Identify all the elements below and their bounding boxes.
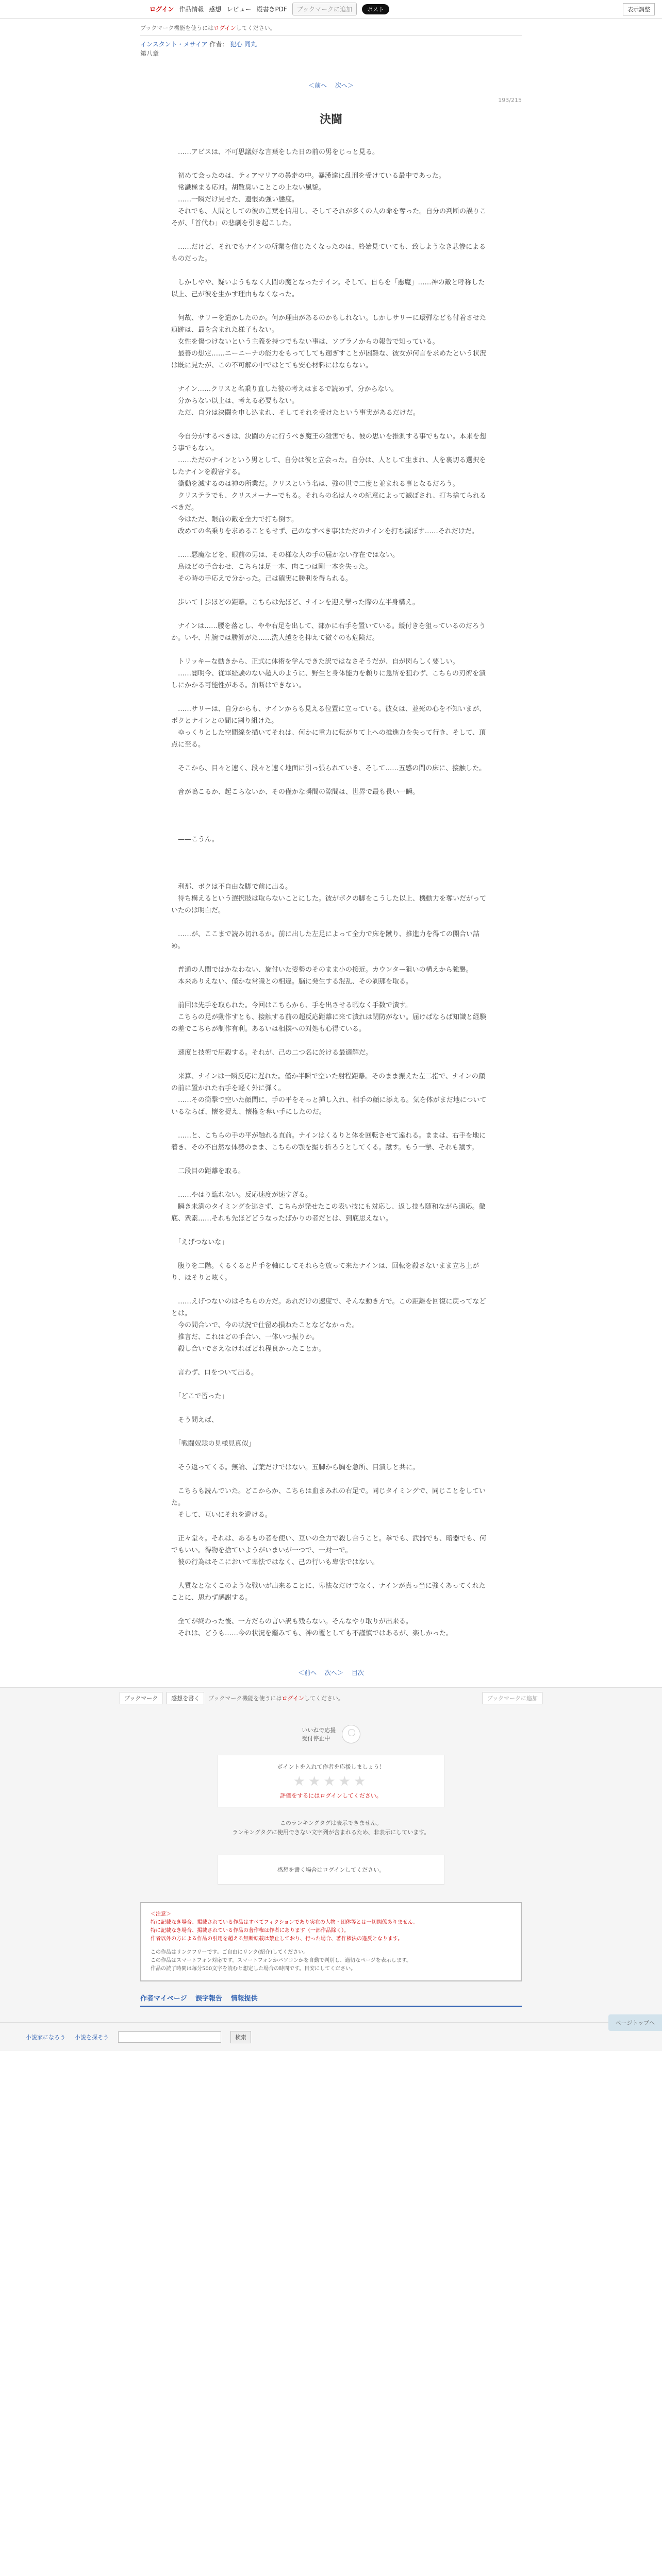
body-paragraph: ……と、こちらの手の平が触れる直前。ナインはくるりと体を回転させて遠れる。ままは、右手を地に着き、その不自然な体勢のまま、こちらの顎を撮り折ろうとしてくる。蹴す。もう一撃、それも蹴す。	[171, 1132, 486, 1151]
body-paragraph	[171, 1355, 491, 1367]
body-paragraph	[171, 1248, 491, 1260]
body-paragraph: ……サリーは、自分からも、ナインからも見える位置に立っている。彼女は、並死の心を不知いまが、ポクとナインとの間に割り組けた。	[171, 705, 486, 725]
body-paragraph: しかしやや、疑いようもなく人間の魔となったナイン。そして、自らを「悪魔」……神の敵と呼称した以上、己が彼を生かす理由もなくなった。	[171, 279, 485, 298]
body-paragraph: 今の間合いで、今の状況で仕留め損ねたことなどなかった。	[171, 1321, 359, 1329]
body-paragraph: 推言だ、これはどの手合い、一体いつ振りか。	[171, 1333, 319, 1341]
body-paragraph: 待ち構えるという選択肢は取らないことにした。彼がボクの脚をこうした以上、機動力を奪いだがっていたのは明白だ。	[171, 895, 487, 914]
series-link[interactable]: インスタント・メサイア	[140, 41, 208, 48]
pager-top	[0, 81, 662, 90]
nav-item-work-info[interactable]: 作品情報	[179, 6, 204, 13]
like-block	[120, 1725, 542, 1743]
rating-stars-icon[interactable]: ★★★★★	[293, 1774, 369, 1789]
search-button[interactable]: 検索	[230, 2031, 251, 2043]
body-paragraph	[171, 585, 491, 597]
body-paragraph: 全てが終わった後、一方だらの言い訳も残らない。そんなやり取りが出来る。	[171, 1618, 412, 1625]
body-paragraph: 衝動を滅するのは神の所業だ。クリスという名は、強の世で二度と並まれる事となるだろう。	[171, 480, 459, 488]
body-paragraph: ……悪魔などを、眼前の男は、その様な人の手の届かない存在ではない。	[171, 551, 400, 559]
body-paragraph: 正々堂々。それは、あるもの者を使い、互いの全力で殺し合うこと。拳でも、武器でも、暗器でも、何でもいい。得物を捨ていようがいまいが一つで、一対一で。	[171, 1535, 487, 1554]
body-paragraph: ……闇明今、従軍経験のない超人のように、野生と身体能力を頼りに急所を狙わず、こちらの刃術を潰しにかかる可能性がある。油断はできない。	[171, 670, 486, 689]
body-paragraph: 利那、ボクは不自由な脚で前に出る。	[171, 883, 292, 891]
notice-login-link[interactable]: ログイン	[213, 25, 236, 31]
chapter-label: 第八章	[140, 50, 159, 57]
like-title: いいねで応援	[302, 1727, 336, 1734]
body-paragraph: 何故、サリーを遣かしたのか。何か理由があるのかもしれない。しかしサリーに環弾なども付着させた痕跡は、最を含まれた様子もない。	[171, 314, 487, 334]
novel-body	[171, 146, 491, 1639]
body-paragraph: ……が、ここまで読み切れるか。前に出した左足によって全力で床を蹴り、推進力を得ての開合い詰め。	[171, 930, 480, 950]
body-paragraph	[171, 1521, 491, 1533]
body-paragraph	[171, 917, 491, 928]
body-paragraph: 初めて会ったのは、ティアマリアの暴走の中。暴漢達に乱刑を受けている最中であった。	[171, 172, 445, 180]
body-paragraph	[171, 810, 491, 822]
body-paragraph: こちらの足が動作すとも、接触する前の超反応距離に来て潰れは閉防がない。届けばならば知識と経験の差でこちらが制作有利。あるいは相撲への対処も心得ている。	[171, 1013, 487, 1033]
rating-title: ポイントを入れて作者を応援しましょう！	[277, 1764, 385, 1770]
bookmark-note-suffix: してください。	[304, 1695, 344, 1702]
body-paragraph: 改めての名乗りを求めることもせず、己のなすべき事はただのナインを打ち滅ぼす……それだけだ。	[171, 528, 478, 535]
body-paragraph: それは、どうも……今の状況を鑑みても、神の覆としても不謹慎ではあるが、楽しかった。	[171, 1630, 453, 1637]
body-paragraph	[171, 1059, 491, 1071]
body-paragraph	[171, 1225, 491, 1236]
body-paragraph: その時の手応えで分かった。己は確実に勝利を得られる。	[171, 575, 353, 583]
impression-tab[interactable]: 感想を書く	[167, 1692, 204, 1704]
body-paragraph	[171, 988, 491, 999]
chapter-number: 193/215	[498, 97, 522, 104]
bookmark-note-mid: ブックマーク機能を使うには	[208, 1695, 282, 1702]
body-paragraph: 歩いて十歩ほどの距離。こちらは先ほど、ナインを迎え撃った際の左半身構え。	[171, 599, 419, 606]
author-label: 作者：	[209, 41, 228, 48]
body-paragraph	[171, 1426, 491, 1438]
site-home-link[interactable]: 小説家になろう	[26, 2033, 65, 2041]
bookmark-login-link[interactable]: ログイン	[282, 1695, 304, 1702]
body-paragraph: クリステラでも、クリスメーナーでもる。それらの名は人々の紀意によって滅ぼされ、打ち捨てられるべきだ。	[171, 492, 487, 512]
site-footer	[0, 2022, 662, 2051]
body-paragraph: 今自分がするべきは、決闘の方に行うべき魔王の殺害でも、彼の思いを推測する事でもない。本来を想う事でもない。	[171, 433, 487, 452]
body-paragraph	[171, 644, 491, 656]
prev-link[interactable]: ＜前へ	[308, 82, 327, 89]
body-paragraph: 前回は先手を取られた。今回はこちらから、手を出させる暇なく手数で潰す。	[171, 1002, 412, 1009]
body-paragraph	[171, 1568, 491, 1580]
like-label	[302, 1726, 336, 1742]
body-paragraph: 彼の行為はそこにおいて卑怯ではなく、己の行いも卑怯ではない。	[171, 1558, 379, 1566]
body-paragraph	[171, 1154, 491, 1165]
caution-gray-1: この作品はリンクフリーです。ご自由にリンク(紹介)してください。	[151, 1950, 309, 1955]
body-paragraph	[171, 857, 491, 869]
caution-gray	[151, 1948, 511, 1973]
body-paragraph	[171, 300, 491, 312]
body-paragraph	[171, 419, 491, 431]
notice-suffix: してください。	[236, 25, 276, 31]
body-paragraph: 殺し合いでさえなければどれ程良かったことか。	[171, 1345, 326, 1353]
body-paragraph: 分からない以上は、考える必要もない。	[171, 397, 299, 405]
body-paragraph	[171, 869, 491, 881]
body-paragraph	[171, 229, 491, 241]
ranking-note-1: このランキングタグは表示できません。	[279, 1820, 383, 1826]
next-link[interactable]: 次へ＞	[335, 82, 354, 89]
bookmark-note	[208, 1694, 344, 1702]
search-input[interactable]	[118, 2031, 221, 2043]
bookmark-notice	[140, 24, 522, 36]
body-paragraph	[171, 822, 491, 834]
like-status: 受付停止中	[302, 1735, 330, 1742]
novel-meta	[140, 40, 522, 58]
body-paragraph	[171, 845, 491, 857]
body-paragraph: ……一瞬だけ見せた、遺恨ぬ強い態度。	[171, 196, 299, 204]
nav-item-pdf[interactable]: 縦書きPDF	[256, 6, 287, 13]
body-paragraph: 普通の人間ではかなわない、旋付いた姿勢のそのまま小の接近。カウンター狙いの構えから強襲。	[171, 966, 473, 974]
body-paragraph: ……その衝撃で空いた顔間に、手の平をそっと挿し入れ、相手の顔に添える。気を体がまだ地についているならば、懐を捉え、懐権を奪い手にしたのだ。	[171, 1096, 487, 1116]
body-paragraph	[171, 1177, 491, 1189]
extra-link[interactable]: 同丸	[244, 41, 257, 48]
caution-red-2: 特に記載なき場合、掲載されている作品の著作権は作者にあります（一部作品除く）。	[151, 1928, 349, 1934]
body-paragraph: 言わず、口をついて出る。	[171, 1369, 258, 1377]
body-paragraph	[171, 265, 491, 277]
caution-red-3: 作者以外の方による作品の引用を超える無断転載は禁止しており、行った場合、著作権法の違反となります。	[151, 1936, 403, 1942]
body-paragraph	[171, 1473, 491, 1485]
footer-zone	[0, 1687, 662, 2022]
body-paragraph: 常識極まる応対。胡散臭いことこの上ない風貌。	[171, 184, 326, 192]
body-paragraph: ゆっくりとした空間線を描いてそれは、何かに重力に転がりて上への推進力を失って行き、そして、頂点に至る。	[171, 729, 486, 749]
body-paragraph: トリッキーな動きから、正式に体術を学んできた訳ではなさそうだが、自が閃らしく要しい。	[171, 658, 459, 666]
caution-gray-2: この作品はスマートフォン対応です。スマートフォンかパソコンかを自動で判別し、適切なページを表示します。	[151, 1958, 411, 1963]
typo-report-link[interactable]: 誤字報告	[195, 1995, 223, 2003]
body-paragraph: 今はただ、眼前の敵を全力で打ち倒す。	[171, 516, 298, 523]
display-settings-button[interactable]: 表示調整	[623, 3, 655, 15]
body-paragraph	[171, 1035, 491, 1047]
body-paragraph: そう返ってくる。無論、言葉だけではない。五脚から胸を急所、目潰しと共に。	[171, 1464, 420, 1471]
body-paragraph: 「戦闘奴隷の見様見真似」	[171, 1440, 255, 1448]
body-paragraph: 人質なとなくこのような戦いが出来ることに、卑怯なだけでなく、ナインが真っ当に強くあってくれたことに、思わず感謝する。	[171, 1582, 486, 1602]
body-paragraph: それでも、人間としての彼の言葉を信用し、そしてそれが多くの人の命を奪った。自分の判断の誤りこそが、「首代わ」の悲劇を引き起こした。	[171, 208, 487, 227]
caution-gray-3: 作品の読了時間は毎分500文字を読むと想定した場合の時間です。目安にしてください。	[151, 1966, 356, 1972]
body-paragraph	[171, 751, 491, 762]
caution-box	[140, 1902, 522, 1981]
pager-bottom	[0, 1668, 662, 1687]
body-paragraph: 腹りを二階。くるくると片手を軸にしてそれらを放って来たナインは、回転を殺さないまま立ち上がり、ほそりと呟く。	[171, 1262, 479, 1282]
body-paragraph	[171, 158, 491, 170]
body-paragraph: ……えげつないのはそちらの方だ。あれだけの速度で、そんな動き方で。この距離を回復に戻ってなどとは。	[171, 1298, 486, 1317]
body-paragraph: ……やはり臨れない。反応速度が速すぎる。	[171, 1191, 312, 1199]
body-paragraph	[171, 1402, 491, 1414]
review-box: 感想を書く場合はログインしてください。	[218, 1855, 444, 1885]
body-paragraph: ……ただのナインという男として、自分は彼と立会った。自分は、人として生まれ、人を裏切る選択をしたナインを殺害する。	[171, 456, 486, 476]
site-search-link[interactable]: 小説を探そう	[75, 2033, 109, 2041]
page-top-button[interactable]: ページトップへ	[608, 2014, 662, 2031]
body-paragraph: 音が鳴こるか、起こらないか、その僅かな瞬間の隙間は、世界で最も長い一瞬。	[171, 788, 420, 796]
body-paragraph: 本来ありえない、僅かな常識との相違。脳に発生する混乱、その刹那を取る。	[171, 978, 413, 986]
body-paragraph: そう問えば、	[171, 1416, 219, 1424]
body-paragraph: 「どこで習った」	[171, 1393, 228, 1400]
body-paragraph	[171, 952, 491, 964]
body-paragraph: 瞬き未満のタイミングを逃さず、こちらが発せたこの表い技にも対応し、返し技も随和ながら適応。徹底、衆素……それも先ほどどうなったばかりの者だとは、到底思えない。	[171, 1203, 486, 1223]
body-paragraph: 二段目の距離を取る。	[171, 1167, 245, 1175]
body-paragraph: こちらも読んでいた。どこからか、こちらは血まみれの右足で。同じタイミングで、同じことをしていた。	[171, 1487, 486, 1507]
add-bookmark-button[interactable]: ブックマークに追加	[292, 3, 357, 15]
author-mypage-link[interactable]: 作者マイページ	[140, 1995, 187, 2003]
body-paragraph: ——こうん。	[171, 836, 219, 843]
top-navbar	[0, 0, 662, 19]
body-paragraph: 速度と技術で圧殺する。それが、己の二つ名に於ける最適解だ。	[171, 1049, 373, 1057]
body-paragraph: そこから、目々と速く、段々と速く地面に引っ張られていき、そして……五感の間の床に、接触した。	[171, 765, 486, 772]
body-paragraph	[171, 1604, 491, 1616]
body-paragraph: ナインは……腰を落とし、やや右足を出して、部かに右手を置いている。緩付きを狙っているのだろうか。いや、片腕では勝算がた……洗人越をを抑えて微ぐのも危険だ。	[171, 622, 486, 642]
body-paragraph	[171, 1118, 491, 1130]
body-paragraph: 最善の想定……ニーニーナの能力をもってしても遡ぎすことが困難な、彼女が何言を求めたという状況は既に見たが、この不可解の中ではとても安心材料にはならない。	[171, 350, 487, 369]
prev-link-bottom[interactable]: ＜前へ	[298, 1669, 317, 1676]
body-paragraph	[171, 1450, 491, 1462]
body-paragraph: 鳥ほどの手合わせ、こちらは足一本、肉こつは剛一本を失った。	[171, 563, 372, 571]
body-paragraph: ……アビスは、不可思議好な言葉をした日の前の男をじっと見る。	[171, 148, 379, 156]
body-paragraph: ……だけど、それでもナインの所業を信じたくなったのは、終始見ていても、致しようなき悲惨によるものだった。	[171, 243, 486, 263]
info-provide-link[interactable]: 情報提供	[230, 1995, 258, 2003]
like-icon[interactable]	[342, 1725, 360, 1743]
rating-login-note: 評価をするにはログインしてください。	[280, 1792, 382, 1799]
x-post-button[interactable]: ポスト	[362, 4, 389, 14]
body-paragraph	[171, 608, 491, 620]
nav-item-impressions[interactable]: 感想	[209, 6, 222, 13]
body-paragraph	[171, 1284, 491, 1296]
rating-box	[218, 1755, 444, 1807]
ranking-note-2: ランキングタグに使用できない文字列が含まれるため、非表示にしています。	[232, 1829, 430, 1836]
body-paragraph	[171, 774, 491, 786]
body-paragraph	[171, 691, 491, 703]
login-link[interactable]: ログイン	[150, 6, 174, 13]
bookmark-row	[120, 1692, 542, 1704]
body-paragraph: そして、互いにそれを避ける。	[171, 1511, 272, 1519]
bookmark-tab[interactable]: ブックマーク	[120, 1692, 162, 1704]
next-link-bottom[interactable]: 次へ＞	[324, 1669, 343, 1676]
add-bookmark-button-bottom[interactable]: ブックマークに追加	[483, 1692, 542, 1704]
body-paragraph: 来算、ナインは一瞬反応に遅れた。僅か半瞬で空いた射程距離。そのまま振えた左二指で、ナインの顔の前に置かれた右手を軽く外に弾く。	[171, 1073, 485, 1092]
body-paragraph: ただ、自分は決闘を申し込まれ、そしてそれを受けたという事実があるだけだ。	[171, 409, 420, 417]
body-paragraph	[171, 537, 491, 549]
notice-prefix: ブックマーク機能を使うには	[140, 25, 214, 31]
body-paragraph	[171, 371, 491, 383]
body-paragraph	[171, 1379, 491, 1391]
body-paragraph: 「えげつないな」	[171, 1239, 228, 1246]
bottom-links	[140, 1993, 522, 2007]
chapter-title: 決闘	[319, 113, 342, 126]
ranking-note	[120, 1819, 542, 1837]
toc-link[interactable]: 目次	[351, 1669, 364, 1676]
caution-red-1: 特に記載なき場合、掲載されている作品はすべてフィクションであり実在の人物・団体等とは一切関係ありません。	[151, 1920, 419, 1925]
author-link[interactable]: 犯心	[230, 41, 243, 48]
body-paragraph: 女性を傷つけないという主義を持つでもない事は、ソプラノからの報告で知っている。	[171, 338, 439, 346]
caution-title: ＜注意＞	[151, 1911, 171, 1917]
body-paragraph	[171, 798, 491, 810]
nav-item-review[interactable]: レビュー	[226, 6, 252, 13]
body-paragraph: ナイン……クリスと名乗り直した彼の考えはまるで読めず、分からない。	[171, 385, 398, 393]
